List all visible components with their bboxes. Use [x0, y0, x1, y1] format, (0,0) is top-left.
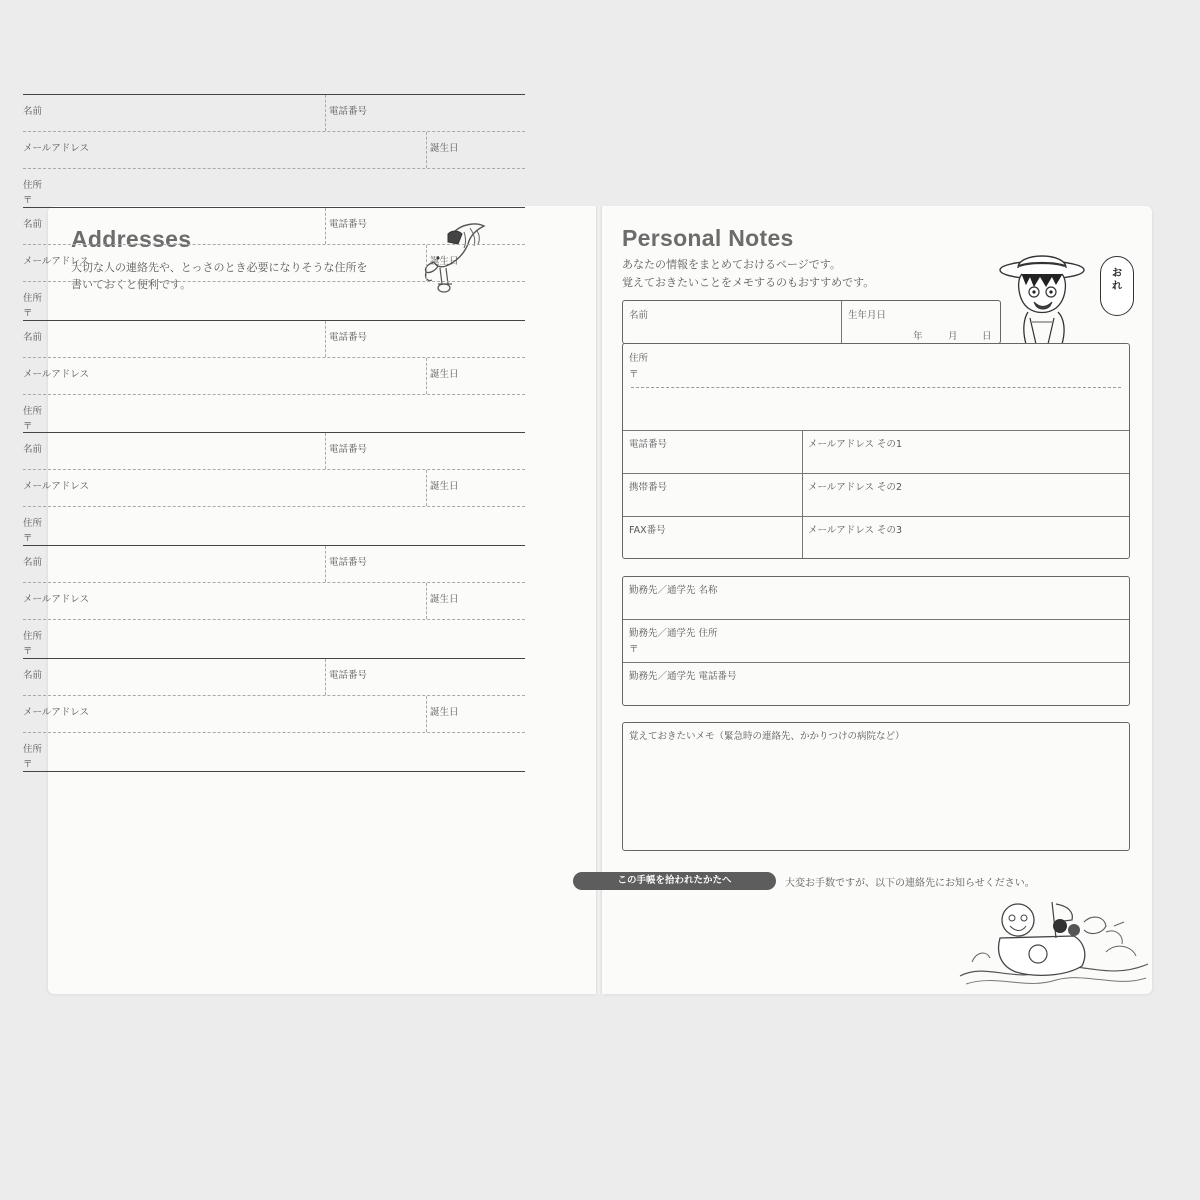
- year-label: 年: [913, 331, 923, 342]
- work-postal-mark: 〒: [629, 644, 639, 655]
- mobile-label: 携帯番号: [629, 482, 668, 493]
- email-label: メールアドレス: [23, 255, 90, 267]
- speech-char-2: れ: [1112, 281, 1122, 292]
- address-label: 住所: [23, 292, 43, 304]
- postal-mark: 〒: [23, 195, 33, 206]
- addresses-description-line-2: 書いておくと便利です。: [71, 278, 192, 291]
- birthday-label: 誕生日: [430, 481, 459, 493]
- address-entry: [23, 433, 525, 546]
- email-3-label: メールアドレス その3: [808, 525, 903, 536]
- addresses-description-line-1: 大切な人の連絡先や、とっさのとき必要になりそうな住所を: [71, 261, 368, 274]
- phone-label: 電話番号: [329, 331, 368, 343]
- postal-mark: 〒: [23, 533, 33, 545]
- character-illustration: [996, 244, 1092, 344]
- email-1-label: メールアドレス その1: [808, 439, 903, 450]
- speech-char-1: お: [1112, 268, 1122, 279]
- postal-mark: 〒: [23, 307, 33, 319]
- address-label: 住所: [629, 353, 649, 364]
- address-label: 住所: [23, 405, 43, 417]
- found-notebook-notice: 大変お手数ですが、以下の連絡先にお知らせください。: [785, 878, 1035, 889]
- birthday-label: 誕生日: [430, 594, 459, 606]
- email-label: メールアドレス: [23, 481, 90, 493]
- address-label: 住所: [23, 180, 43, 191]
- found-notebook-badge: この手帳を拾われたかたへ: [573, 872, 776, 890]
- name-label: 名前: [23, 557, 43, 569]
- email-label: メールアドレス: [23, 594, 90, 606]
- phone-label: 電話番号: [329, 444, 368, 456]
- birthday-label: 誕生日: [430, 706, 459, 718]
- address-label: 住所: [23, 743, 43, 755]
- address-entry: [23, 659, 525, 772]
- memo-label: 覚えておきたいメモ（緊急時の連絡先、かかりつけの病院など）: [629, 731, 905, 742]
- postal-mark: 〒: [629, 369, 639, 380]
- fax-label: FAX番号: [629, 525, 666, 536]
- name-label: 名前: [23, 669, 43, 681]
- ship-crew-illustration: [956, 892, 1152, 992]
- address-label: 住所: [23, 631, 43, 643]
- email-2-label: メールアドレス その2: [808, 482, 903, 493]
- postal-mark: 〒: [23, 758, 33, 770]
- work-name-label: 勤務先／通学先 名称: [629, 585, 718, 596]
- address-entry: [23, 208, 525, 321]
- email-label: メールアドレス: [23, 143, 90, 154]
- phone-label: 電話番号: [329, 218, 368, 230]
- personal-notes-description-line-1: あなたの情報をまとめておけるページです。: [622, 258, 841, 271]
- address-entry: [23, 546, 525, 659]
- name-label: 名前: [23, 444, 43, 456]
- birthday-label: 誕生日: [430, 143, 459, 154]
- day-label: 日: [982, 331, 992, 342]
- postal-mark: 〒: [23, 420, 33, 432]
- phone-label: 電話番号: [629, 439, 668, 450]
- postal-mark: 〒: [23, 646, 33, 658]
- email-label: メールアドレス: [23, 368, 90, 380]
- work-phone-label: 勤務先／通学先 電話番号: [629, 671, 737, 682]
- phone-label: 電話番号: [329, 557, 368, 569]
- birthday-label: 誕生日: [430, 255, 459, 267]
- address-label: 住所: [23, 518, 43, 530]
- personal-notes-description-line-2: 覚えておきたいことをメモするのもおすすめです。: [622, 276, 875, 289]
- addresses-title: Addresses: [71, 226, 192, 252]
- personal-notes-title: Personal Notes: [622, 225, 794, 251]
- work-address-label: 勤務先／通学先 住所: [629, 628, 718, 639]
- month-label: 月: [948, 331, 958, 342]
- name-birthdate-box: [622, 300, 1001, 344]
- birthdate-label: 生年月日: [848, 310, 887, 321]
- address-entry: [23, 321, 525, 434]
- address-entry: [23, 95, 525, 208]
- phone-label: 電話番号: [329, 669, 368, 681]
- name-label: 名前: [629, 310, 649, 321]
- name-label: 名前: [23, 218, 43, 230]
- speech-bubble: [1100, 256, 1134, 316]
- birthday-label: 誕生日: [430, 368, 459, 380]
- name-label: 名前: [23, 106, 43, 117]
- address-book-list: [23, 95, 525, 772]
- email-label: メールアドレス: [23, 706, 90, 718]
- name-label: 名前: [23, 331, 43, 343]
- phone-label: 電話番号: [329, 106, 368, 117]
